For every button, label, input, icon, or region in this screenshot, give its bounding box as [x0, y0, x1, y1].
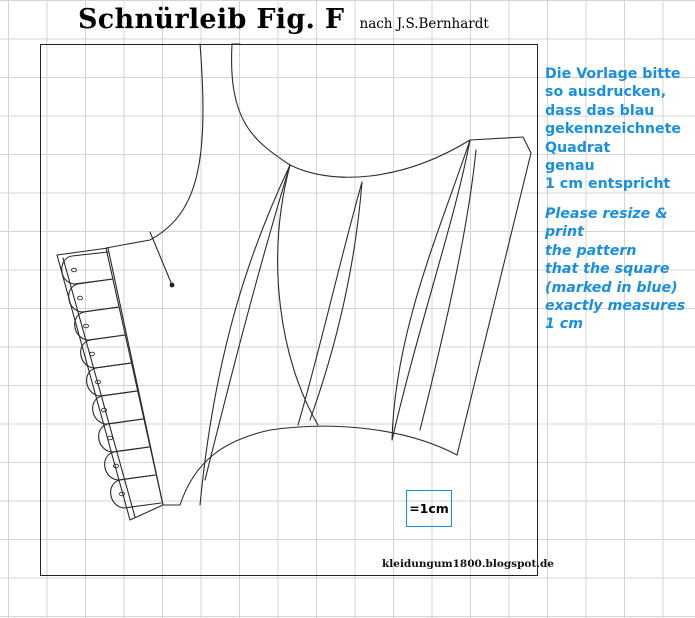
lacing-tabs [62, 252, 161, 508]
scale-reference-square: =1cm [406, 490, 452, 527]
seam-line-3 [205, 165, 290, 480]
pattern-subtitle: nach J.S.Bernhardt [359, 16, 489, 32]
pattern-title: Schnürleib Fig. F [78, 4, 345, 35]
blog-url: kleidungum1800.blogspot.de [382, 558, 554, 570]
seam-line-8 [420, 150, 476, 430]
front-marker-line [150, 232, 172, 285]
lacing-strip-outline [57, 248, 163, 520]
corset-body-outline [106, 44, 531, 505]
seam-line-7 [392, 140, 470, 440]
instruction-german: Die Vorlage bitte so ausdrucken, dass das blau gekennzeichnete Quadrat genau 1 cm entspricht [545, 66, 682, 193]
seam-line-2 [278, 165, 318, 425]
seam-line-6 [392, 140, 470, 440]
instruction-english: Please resize & print the pattern that the square (marked in blue) exactly measures 1 cm [545, 206, 686, 333]
marker-dot [170, 283, 175, 288]
seam-line-5 [310, 182, 362, 420]
seam-line-4 [298, 182, 362, 425]
lacing-strip-inner [63, 258, 135, 517]
